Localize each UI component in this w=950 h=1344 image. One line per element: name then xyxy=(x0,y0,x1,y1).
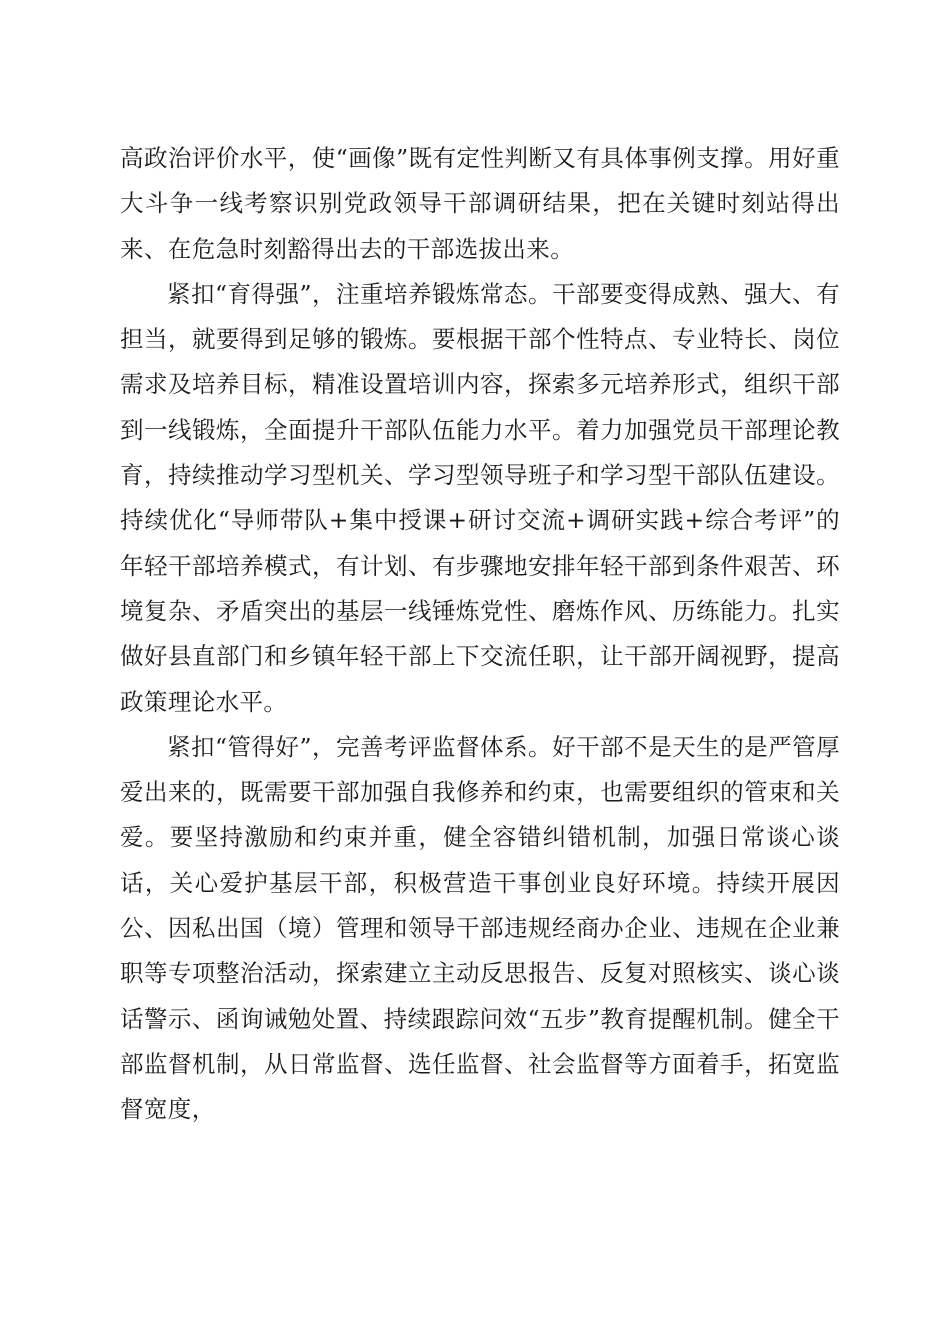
paragraph-continuation: 高政治评价水平，使“画像”既有定性判断又有具体事例支撑。用好重大斗争一线考察识别党政领导干部调研结果，把在关键时刻站得出来、在危急时刻豁得出去的干部选拔出来。 xyxy=(120,144,840,263)
document-body xyxy=(120,136,840,1133)
paragraph-supervision: 紧扣“管得好”，完善考评监督体系。好干部不是天生的是严管厚爱出来的，既需要干部加强自我修养和约束，也需要组织的管束和关爱。要坚持激励和约束并重，健全容错纠错机制，加强日常谈心谈话，关心爱护基层干部，积极营造干事创业良好环境。持续开展因公、因私出国（境）管理和领导干部违规经商办企业、违规在企业兼职等专项整治活动，探索建立主动反思报告、反复对照核实、谈心谈话警示、函询诫勉处置、持续跟踪问效“五步”教育提醒机制。健全干部监督机制，从日常监督、选任监督、社会监督等方面着手，拓宽监督宽度， xyxy=(120,732,840,1124)
paragraph-cultivation: 紧扣“育得强”，注重培养锻炼常态。干部要变得成熟、强大、有担当，就要得到足够的锻炼。要根据干部个性特点、专业特长、岗位需求及培养目标，精准设置培训内容，探索多元培养形式，组织干部到一线锻炼，全面提升干部队伍能力水平。着力加强党员干部理论教育，持续推动学习型机关、学习型领导班子和学习型干部队伍建设。持续优化“导师带队+集中授课+研讨交流+调研实践+综合考评”的年轻干部培养模式，有计划、有步骤地安排年轻干部到条件艰苦、环境复杂、矛盾突出的基层一线锤炼党性、磨炼作风、历练能力。扎实做好县直部门和乡镇年轻干部上下交流任职，让干部开阔视野，提高政策理论水平。 xyxy=(120,279,840,716)
